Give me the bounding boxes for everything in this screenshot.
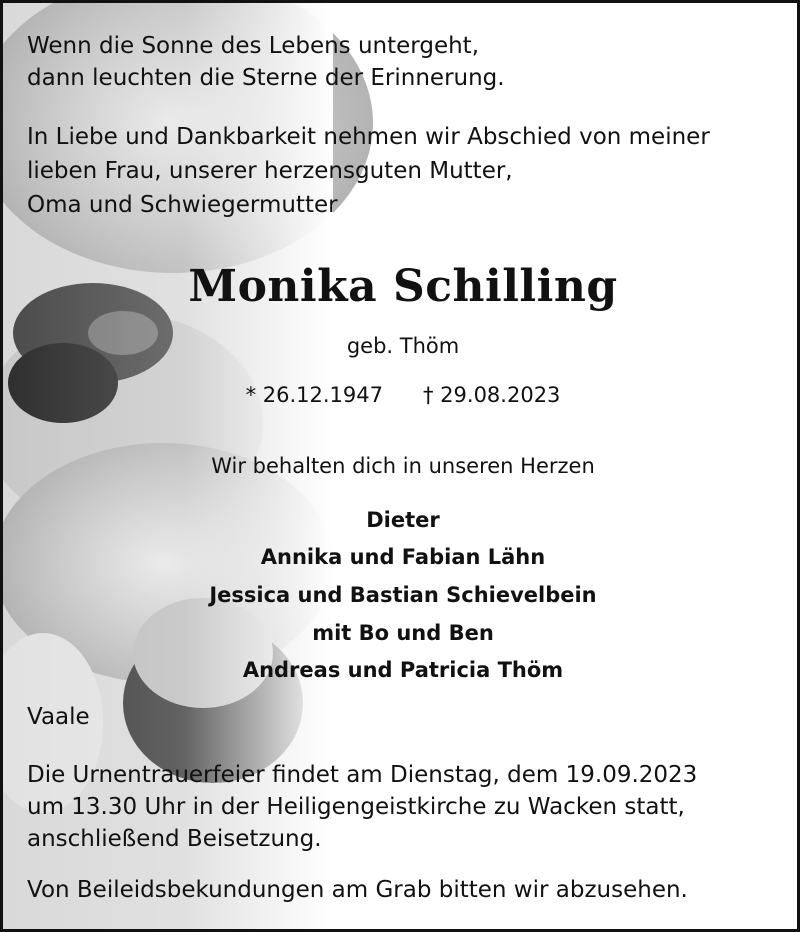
intro-line: In Liebe und Dankbarkeit nehmen wir Abschied von meiner [27,124,710,150]
ceremony-line: anschließend Beisetzung. [27,826,322,852]
deceased-name: Monika Schilling [188,261,618,312]
mourner-line: Jessica und Bastian Schievelbein [209,583,597,607]
closing-line: Wir behalten dich in unseren Herzen [211,454,595,478]
death-date: † 29.08.2023 [423,383,561,407]
condolence-note: Von Beileidsbekundungen am Grab bitten wir abzusehen. [27,877,688,903]
mourner-line: Dieter [366,508,440,532]
intro-line: lieben Frau, unserer herzensguten Mutter, [27,158,513,184]
place-name: Vaale [27,704,90,730]
mourner-line: mit Bo und Ben [312,621,494,645]
intro-line: Oma und Schwiegermutter [27,192,338,218]
poem-line: dann leuchten die Sterne der Erinnerung. [27,65,505,91]
mourner-line: Annika und Fabian Lähn [260,545,546,569]
ceremony-line: Die Urnentrauerfeier findet am Dienstag, dem 19.09.2023 [27,762,698,788]
ceremony-line: um 13.30 Uhr in der Heiligengeistkirche zu Wacken statt, [27,794,685,820]
life-dates [3,383,800,407]
poem-line: Wenn die Sonne des Lebens untergeht, [27,33,480,59]
mourner-line: Andreas und Patricia Thöm [242,658,564,682]
maiden-name: geb. Thöm [346,334,460,358]
notice-text [3,3,800,932]
birth-date: * 26.12.1947 [245,383,383,407]
